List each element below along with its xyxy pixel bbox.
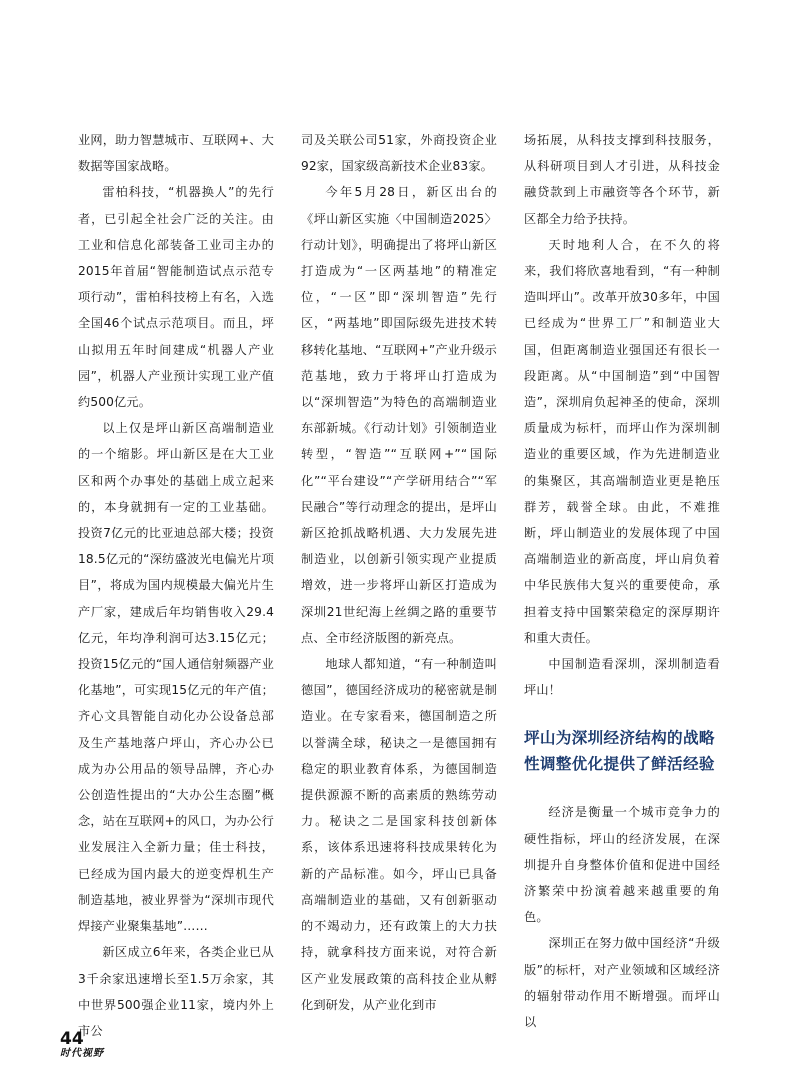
body-paragraph: 以上仅是坪山新区高端制造业的一个缩影。坪山新区是在大工业区和两个办事处的基础上成立起来的，本身就拥有一定的工业基础。投资7亿元的比亚迪总部大楼；投资18.5亿元的“深纺盛波光电偏光片项目”，将成为国内规模最大偏光片生产厂家，建成后年均销售收入29.4亿元，年均净利润可达3.15亿元；投资15亿元的“国人通信射频器产业化基地”，可实现15亿元的年产值；齐心文具智能自动化办公设备总部及生产基地落户坪山，齐心办公已成为办公用品的领导品牌，齐心办公创造性提出的“大办公生态圈”概念，站在互联网+的风口，为办公行业发展注入全新力量；佳士科技，已经成为国内最大的逆变焊机生产制造基地，被业界誉为“深圳市现代焊接产业聚集基地”…… bbox=[78, 421, 274, 934]
body-paragraph: 天时地利人合，在不久的将来，我们将欣喜地看到，“有一种制造叫坪山”。改革开放30多年，中国已经成为“世界工厂”和制造业大国，但距离制造业强国还有很长一段距离。从“中国制造”到“中国智造”，深圳肩负起神圣的使命，深圳质量成为标杆，而坪山作为深圳制造业的重要区域，作为先进制造业的集聚区，其高端制造业更是艳压群芳，载誉全球。由此，不难推断，坪山制造业的发展体现了中国高端制造业的新高度，坪山肩负着中华民族伟大复兴的重要使命，承担着支持中国繁荣稳定的深厚期许和重大责任。 bbox=[524, 237, 720, 645]
page-folio bbox=[60, 1030, 104, 1060]
page-number: 44 bbox=[60, 1029, 84, 1049]
body-paragraph: 深圳正在努力做中国经济“升级版”的标杆，对产业领域和区域经济的辐射带动作用不断增强。而坪山以 bbox=[524, 936, 720, 1030]
article-column-1 bbox=[78, 127, 274, 1044]
article-column-3 bbox=[524, 127, 720, 1035]
section-heading: 坪山为深圳经济结构的战略性调整优化提供了鲜活经验 bbox=[524, 729, 715, 774]
publication-name: 时代视野 bbox=[60, 1048, 104, 1059]
body-paragraph: 业网，助力智慧城市、互联网+、大数据等国家战略。 bbox=[78, 133, 274, 174]
body-paragraph: 中国制造看深圳，深圳制造看坪山！ bbox=[524, 657, 720, 698]
body-paragraph: 经济是衡量一个城市竞争力的硬性指标，坪山的经济发展，在深圳提升自身整体价值和促进中国经济繁荣中扮演着越来越重要的角色。 bbox=[524, 805, 720, 925]
body-paragraph: 场拓展，从科技支撑到科技服务，从科研项目到人才引进，从科技金融贷款到上市融资等各个环节，新区都全力给予扶持。 bbox=[524, 133, 720, 226]
article-column-2 bbox=[301, 127, 497, 1018]
body-paragraph: 地球人都知道，“有一种制造叫德国”，德国经济成功的秘密就是制造业。在专家看来，德国制造之所以誉满全球，秘诀之一是德国拥有稳定的职业教育体系，为德国制造提供源源不断的高素质的熟练劳动力。秘诀之二是国家科技创新体系，该体系迅速将科技成果转化为新的产品标准。如今，坪山已具备高端制造业的基础，又有创新驱动的不竭动力，还有政策上的大力扶持，就拿科技方面来说，对符合新区产业发展政策的高科技企业从孵化到研发，从产业化到市 bbox=[301, 657, 497, 1012]
body-paragraph: 雷柏科技，“机器换人”的先行者，已引起全社会广泛的关注。由工业和信息化部装备工业司主办的2015年首届“智能制造试点示范专项行动”，雷柏科技榜上有名，入选全国46个试点示范项目。而且，坪山拟用五年时间建成“机器人产业园”，机器人产业预计实现工业产值约500亿元。 bbox=[78, 185, 274, 410]
body-paragraph: 今年5月28日，新区出台的《坪山新区实施〈中国制造2025〉行动计划》，明确提出了将坪山新区打造成为“一区两基地”的精准定位，“一区”即“深圳智造”先行区，“两基地”即国际级先进技术转移转化基地、“互联网+”产业升级示范基地，致力于将坪山打造成为以“深圳智造”为特色的高端制造业东部新城。《行动计划》引领制造业转型，“智造”“互联网+”“国际化”“平台建设”“产学研用结合”“军民融合”等行动理念的提出，是坪山新区抢抓战略机遇、大力发展先进制造业，以创新引领实现产业提质增效，进一步将坪山新区打造成为深圳21世纪海上丝绸之路的重要节点、全市经济版图的新亮点。 bbox=[301, 185, 498, 645]
body-paragraph: 新区成立6年来，各类企业已从3千余家迅速增长至1.5万余家，其中世界500强企业11家，境内外上市公 bbox=[78, 945, 274, 1038]
body-paragraph: 司及关联公司51家，外商投资企业92家，国家级高新技术企业83家。 bbox=[301, 133, 497, 174]
